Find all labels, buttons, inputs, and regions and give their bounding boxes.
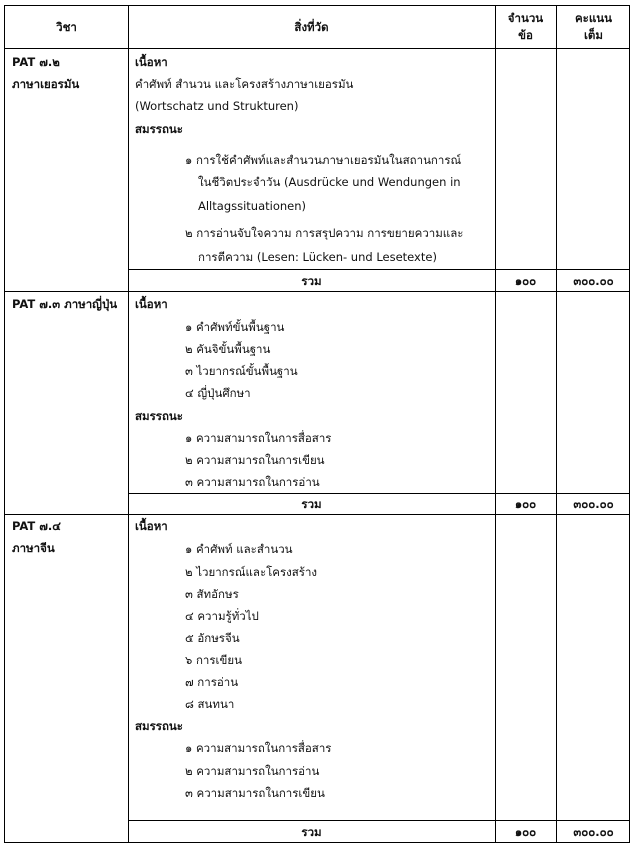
total-score: ๓๐๐.๐๐ bbox=[573, 825, 614, 839]
total-score: ๓๐๐.๐๐ bbox=[573, 497, 614, 511]
content-item: ๔ ญี่ปุ่นศึกษา bbox=[185, 386, 251, 400]
content-heading: เนื้อหา bbox=[135, 297, 168, 311]
header-subject: วิชา bbox=[56, 20, 77, 34]
competency-heading: สมรรถนะ bbox=[135, 719, 183, 733]
header-count: จำนวน ข้อ bbox=[507, 11, 544, 42]
competency-line: ๑ การใช้คำศัพท์และสำนวนภาษาเยอรมันในสถานการณ์ bbox=[185, 153, 462, 167]
competency-item: ๑ ความสามารถในการสื่อสาร bbox=[185, 741, 332, 755]
total-score: ๓๐๐.๐๐ bbox=[573, 274, 614, 288]
total-label: รวม bbox=[301, 825, 322, 839]
total-row-divider bbox=[128, 820, 629, 821]
content-item: ๒ คันจิขั้นพื้นฐาน bbox=[185, 342, 271, 356]
content-line: คำศัพท์ สำนวน และโครงสร้างภาษาเยอรมัน bbox=[135, 77, 354, 91]
subject-name: ภาษาจีน bbox=[12, 541, 55, 555]
total-count: ๑๐๐ bbox=[514, 497, 537, 511]
content-item: ๓ สัทอักษร bbox=[185, 587, 239, 601]
subject-code: PAT ๗.๒ bbox=[12, 55, 60, 69]
content-item: ๓ ไวยากรณ์ขั้นพื้นฐาน bbox=[185, 364, 298, 378]
exam-structure-table bbox=[4, 5, 630, 843]
content-heading: เนื้อหา bbox=[135, 55, 168, 69]
total-count: ๑๐๐ bbox=[514, 274, 537, 288]
content-line: (Wortschatz und Strukturen) bbox=[135, 99, 299, 113]
content-item: ๘ สนทนา bbox=[185, 697, 235, 711]
section-divider bbox=[5, 291, 629, 292]
header-score: คะแนน เต็ม bbox=[574, 11, 612, 42]
content-item: ๕ อักษรจีน bbox=[185, 631, 240, 645]
content-item: ๖ การเขียน bbox=[185, 653, 242, 667]
competency-item: ๓ ความสามารถในการเขียน bbox=[185, 786, 325, 800]
competency-line: ในชีวิตประจำวัน (Ausdrücke und Wendungen in bbox=[198, 175, 461, 189]
column-divider bbox=[556, 6, 557, 842]
competency-line: ๒ การอ่านจับใจความ การสรุปความ การขยายความและ bbox=[185, 226, 464, 240]
content-item: ๒ ไวยากรณ์และโครงสร้าง bbox=[185, 565, 318, 579]
competency-item: ๓ ความสามารถในการอ่าน bbox=[185, 475, 320, 489]
total-label: รวม bbox=[301, 497, 322, 511]
competency-item: ๒ ความสามารถในการอ่าน bbox=[185, 764, 320, 778]
column-divider bbox=[495, 6, 496, 842]
subject-code: PAT ๗.๓ ภาษาญี่ปุ่น bbox=[12, 297, 118, 311]
competency-line: Alltagssituationen) bbox=[198, 199, 307, 213]
content-heading: เนื้อหา bbox=[135, 519, 168, 533]
competency-heading: สมรรถนะ bbox=[135, 409, 183, 423]
total-row-divider bbox=[128, 269, 629, 270]
subject-name: ภาษาเยอรมัน bbox=[12, 77, 80, 91]
content-item: ๑ คำศัพท์ และสำนวน bbox=[185, 542, 293, 556]
total-label: รวม bbox=[301, 274, 322, 288]
competency-heading: สมรรถนะ bbox=[135, 122, 183, 136]
section-divider bbox=[5, 514, 629, 515]
content-item: ๗ การอ่าน bbox=[185, 675, 239, 689]
total-count: ๑๐๐ bbox=[514, 825, 537, 839]
total-row-divider bbox=[128, 493, 629, 494]
content-item: ๑ คำศัพท์ขั้นพื้นฐาน bbox=[185, 320, 285, 334]
competency-line: การตีความ (Lesen: Lücken- und Lesetexte) bbox=[198, 250, 437, 264]
header-divider bbox=[5, 48, 629, 49]
competency-item: ๒ ความสามารถในการเขียน bbox=[185, 453, 325, 467]
content-item: ๔ ความรู้ทั่วไป bbox=[185, 609, 259, 623]
subject-code: PAT ๗.๔ bbox=[12, 519, 61, 533]
competency-item: ๑ ความสามารถในการสื่อสาร bbox=[185, 431, 332, 445]
column-divider bbox=[128, 6, 129, 842]
header-measure: สิ่งที่วัด bbox=[294, 20, 329, 34]
